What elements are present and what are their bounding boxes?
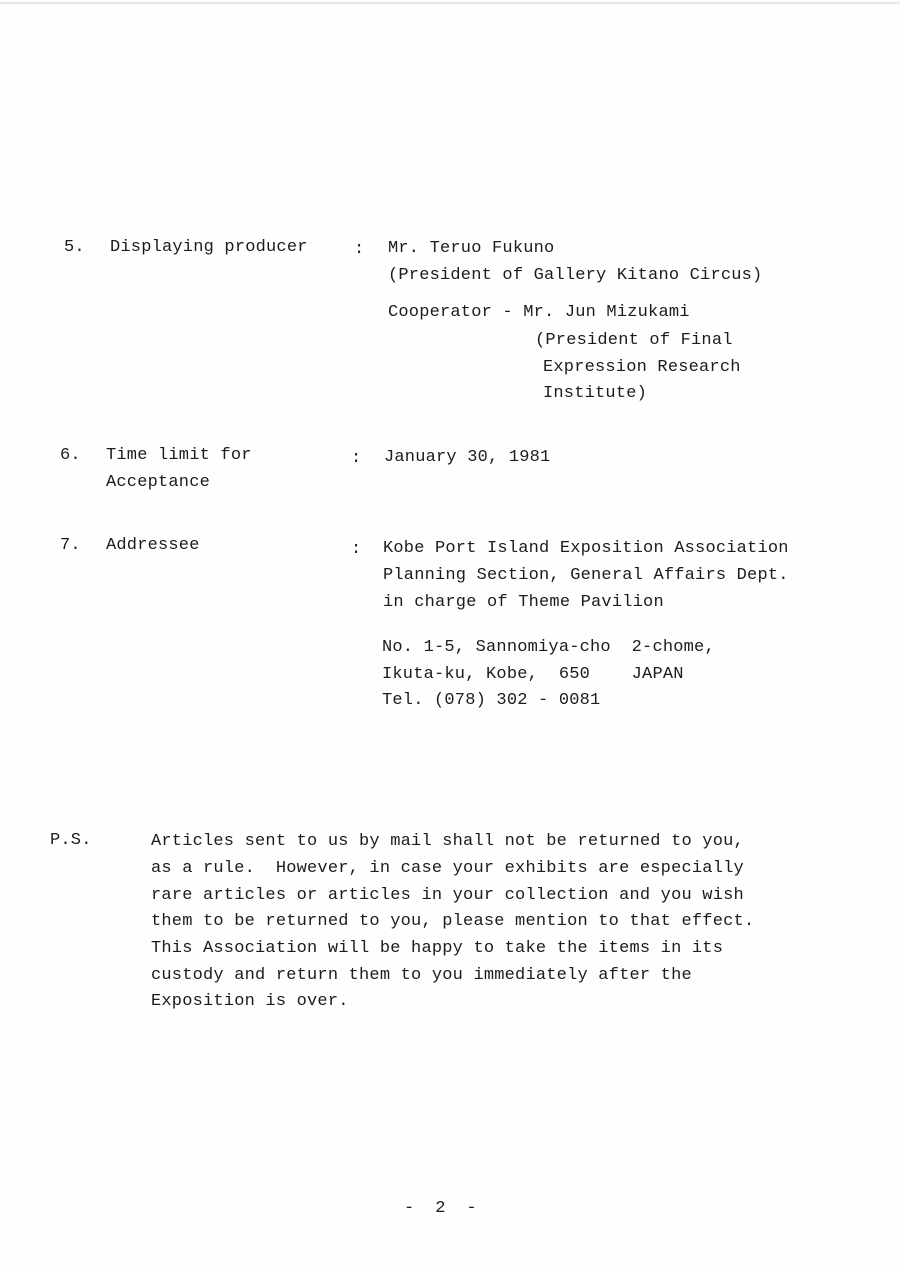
ps-label: P.S. [50, 831, 92, 850]
item-7-address-line-3: Tel. (078) 302 - 0081 [382, 691, 601, 710]
item-5-cooperator-line-2: (President of Final [535, 331, 733, 350]
ps-line-2: as a rule. However, in case your exhibits are especially [151, 859, 744, 878]
item-6-colon: : [351, 449, 362, 468]
item-7-address-line-2: Ikuta-ku, Kobe, 650 JAPAN [382, 665, 684, 684]
page-top-edge [0, 2, 900, 5]
item-5-colon: : [354, 240, 365, 259]
item-5-cooperator-line-1: Cooperator - Mr. Jun Mizukami [388, 303, 690, 322]
item-5-number: 5. [64, 238, 85, 257]
item-7-value-line-2: Planning Section, General Affairs Dept. [383, 566, 789, 585]
item-5-value-line-2: (President of Gallery Kitano Circus) [388, 266, 763, 285]
item-5-cooperator-line-4: Institute) [543, 384, 648, 403]
item-6-label-line-2: Acceptance [106, 473, 211, 492]
item-6-number: 6. [60, 446, 81, 465]
item-7-address-line-1: No. 1-5, Sannomiya-cho 2-chome, [382, 638, 715, 657]
item-7-number: 7. [60, 536, 81, 555]
item-5-cooperator-line-3: Expression Research [543, 358, 741, 377]
ps-line-6: custody and return them to you immediately after the [151, 966, 692, 985]
ps-line-3: rare articles or articles in your collection and you wish [151, 886, 744, 905]
item-5-label: Displaying producer [110, 238, 308, 257]
item-6-label-line-1: Time limit for [106, 446, 252, 465]
ps-line-1: Articles sent to us by mail shall not be returned to you, [151, 832, 744, 851]
ps-line-4: them to be returned to you, please mention to that effect. [151, 912, 755, 931]
item-7-value-line-3: in charge of Theme Pavilion [383, 593, 664, 612]
page-number: - 2 - [404, 1199, 477, 1218]
item-7-colon: : [351, 540, 362, 559]
item-5-value-line-1: Mr. Teruo Fukuno [388, 239, 555, 258]
item-7-label: Addressee [106, 536, 200, 555]
item-6-value: January 30, 1981 [384, 448, 551, 467]
ps-line-5: This Association will be happy to take the items in its [151, 939, 724, 958]
ps-line-7: Exposition is over. [151, 992, 349, 1011]
item-7-value-line-1: Kobe Port Island Exposition Association [383, 539, 789, 558]
